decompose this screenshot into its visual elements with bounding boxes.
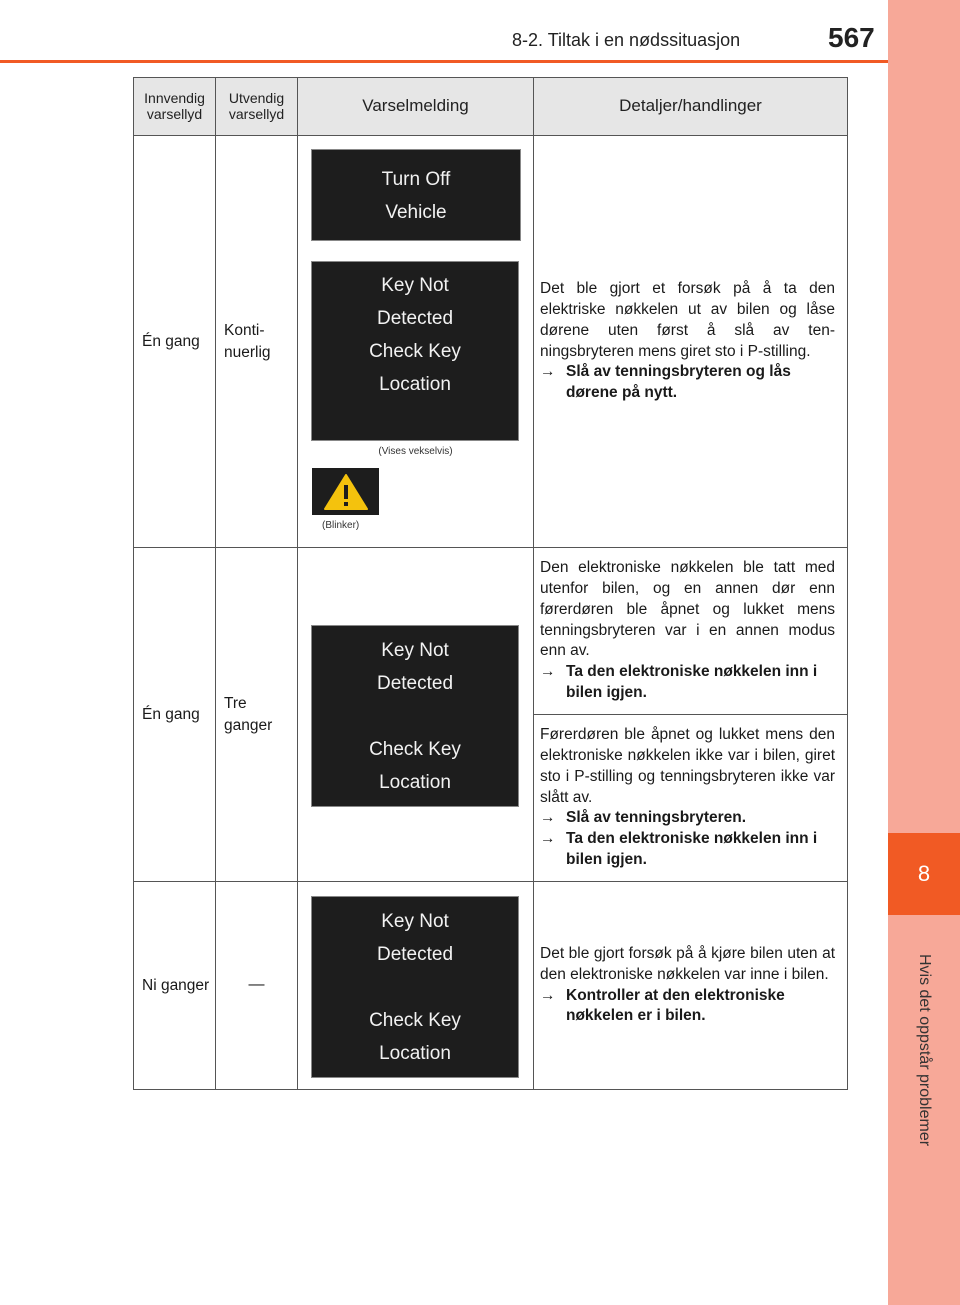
detail-cell [534, 548, 848, 715]
action-text: Kontroller at den elektroniske nøkkelen er i bilen. [566, 986, 785, 1025]
action-text: Slå av tenningsbryteren og lås dørene på nytt. [566, 363, 791, 402]
outer-sound-cell: Konti- nuerlig [216, 136, 298, 548]
action-line [540, 829, 835, 871]
display-turn-off-vehicle: Turn Off Vehicle [311, 149, 521, 241]
caption-flashing: (Blinker) [322, 520, 360, 531]
inner-sound-cell: Én gang [134, 548, 216, 882]
warning-table [133, 77, 848, 1090]
action-text: Ta den elektroniske nøkkelen inn i bilen igjen. [566, 663, 818, 702]
detail-text: Det ble gjort et forsøk på å ta den elektriske nøkkelen ut av bilen og låse dørene uten først å slå av tenningsbryteren mens giret sto i P-stilling. [540, 279, 835, 360]
caption-alternating: (Vises vekselvis) [378, 446, 453, 457]
action-line [540, 362, 835, 404]
chapter-title: Hvis det oppstår problemer [916, 953, 933, 1147]
inner-sound-cell: Ni ganger [134, 882, 216, 1090]
arrow-icon: → [540, 830, 556, 848]
dash-text: — [248, 976, 265, 994]
chapter-number: 8 [917, 861, 931, 886]
chapter-title-vertical [888, 930, 960, 1170]
detail-cell [534, 136, 848, 548]
table-row [134, 882, 848, 1090]
detail-text: Førerdøren ble åpnet og lukket mens den elektroniske nøkkelen ikke var i bilen, giret sto i P-stilling og tenningsbryteren ikke var slått av. [540, 725, 835, 806]
chapter-number-box [888, 833, 960, 915]
header-message: Varselmelding [298, 78, 534, 136]
warning-triangle-icon [312, 468, 379, 515]
header-details: Detaljer/handlinger [534, 78, 848, 136]
action-line [540, 662, 835, 704]
action-text: Slå av tenningsbryteren. [566, 809, 747, 827]
inner-sound-cell: Én gang [134, 136, 216, 548]
table-row [134, 136, 848, 548]
action-line [540, 986, 835, 1028]
arrow-icon: → [540, 363, 556, 381]
detail-cell [534, 715, 848, 882]
table-header-row [134, 78, 848, 136]
page-number: 567 [828, 22, 875, 53]
arrow-icon: → [540, 663, 556, 681]
message-cell [298, 882, 534, 1090]
display-key-not-detected: Key Not Detected Check Key Location [311, 625, 519, 807]
outer-sound-cell: Tre ganger [216, 548, 298, 882]
table-row [134, 548, 848, 715]
display-key-not-detected: Key Not Detected Check Key Location [311, 261, 519, 441]
action-text: Ta den elektroniske nøkkelen inn i bilen igjen. [566, 830, 818, 869]
detail-text: Det ble gjort forsøk på å kjøre bilen uten at den elektroniske nøkkelen var inne i bilen. [540, 944, 835, 983]
message-cell [298, 548, 534, 882]
section-title: 8-2. Tiltak i en nødssituasjon [512, 30, 741, 50]
header-outer-sound: Utvendig varsellyd [216, 78, 298, 136]
arrow-icon: → [540, 986, 556, 1004]
detail-text: Den elektroniske nøkkelen ble tatt med utenfor bilen, og en annen dør enn førerdøren ble åpnet og lukket mens tenningsbryteren var i en annen modus enn av. [540, 558, 835, 660]
message-cell [298, 136, 534, 548]
header-rule [0, 60, 888, 63]
arrow-icon: → [540, 809, 556, 827]
header-inner-sound: Innvendig varsellyd [134, 78, 216, 136]
detail-cell [534, 882, 848, 1090]
outer-sound-cell [216, 882, 298, 1090]
action-line [540, 808, 835, 829]
display-key-not-detected: Key Not Detected Check Key Location [311, 896, 519, 1078]
